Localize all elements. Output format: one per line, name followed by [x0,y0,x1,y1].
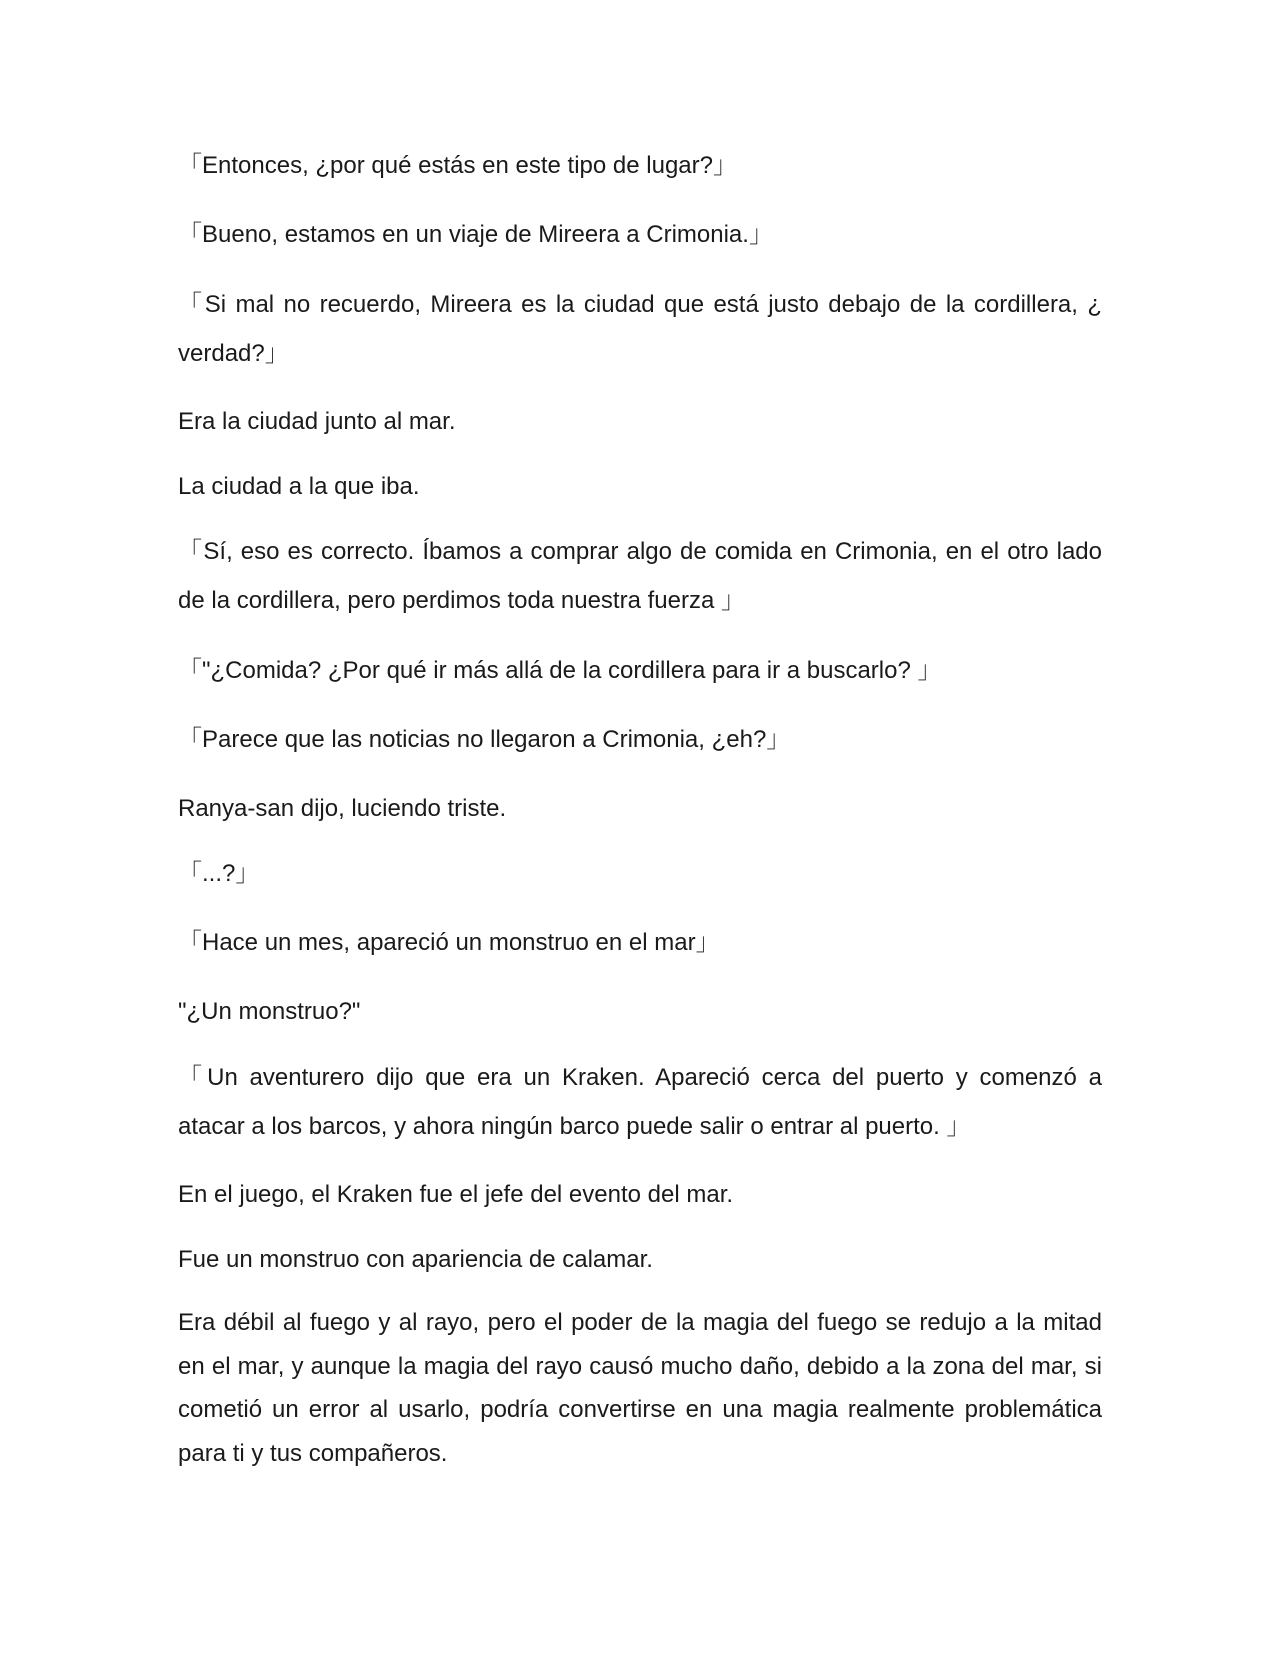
paragraph-8: 「Parece que las noticias no llegaron a Crimonia, ¿eh?」 [178,726,791,753]
paragraph-13: 「Un aventurero dijo que era un Kraken. Apareció cerca del puerto y comenzó a atacar a los barcos, y ahora ningún barco puede salir o entrar al puerto. 」 [178,1064,1102,1140]
paragraph-5: La ciudad a la que iba. [178,473,420,500]
paragraph-15: Fue un monstruo con apariencia de calamar. [178,1246,653,1273]
paragraph-4: Era la ciudad junto al mar. [178,408,456,435]
paragraph-14: En el juego, el Kraken fue el jefe del evento del mar. [178,1181,734,1208]
paragraph-12: "¿Un monstruo?" [178,998,361,1025]
paragraph-3: 「Si mal no recuerdo, Mireera es la ciudad que está justo debajo de la cordillera, ¿ verdad?」 [178,291,1102,367]
paragraph-2: 「Bueno, estamos en un viaje de Mireera a Crimonia.」 [178,221,773,248]
paragraph-16: Era débil al fuego y al rayo, pero el poder de la magia del fuego se redujo a la mitad en el mar, y aunque la magia del rayo causó mucho daño, debido a la zona del mar, si cometió un error al usarlo, podría convertirse en una magia realmente problemática para ti y tus compañeros. [178,1309,1102,1467]
paragraph-10: 「...?」 [178,860,260,887]
paragraph-6: 「Sí, eso es correcto. Íbamos a comprar algo de comida en Crimonia, en el otro lado de la cordillera, pero perdimos toda nuestra fuerza 」 [178,538,1102,614]
paragraph-7: 「"¿Comida? ¿Por qué ir más allá de la cordillera para ir a buscarlo? 」 [178,657,942,684]
paragraph-1: 「Entonces, ¿por qué estás en este tipo de lugar?」 [178,152,737,179]
paragraph-9: Ranya-san dijo, luciendo triste. [178,795,507,822]
paragraph-11: 「Hace un mes, apareció un monstruo en el mar」 [178,929,720,956]
